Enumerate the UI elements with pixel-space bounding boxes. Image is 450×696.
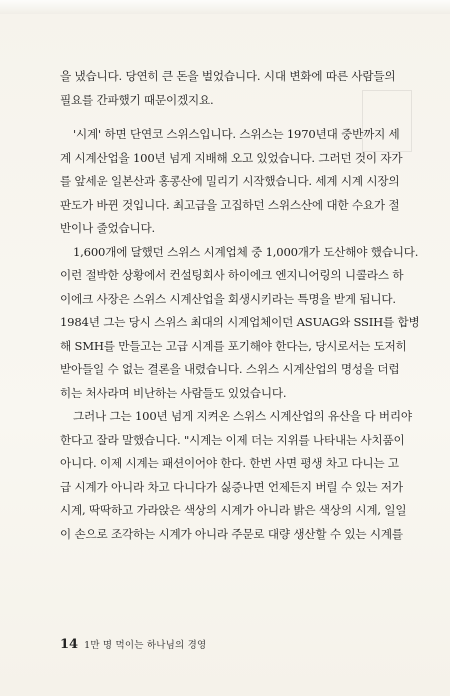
paragraph-1 [60,65,394,112]
text-line: 그러나 그는 100년 넘게 지켜온 스위스 시계산업의 유산을 다 버리야 [73,409,412,423]
text-line: 1,600개에 달했던 스위스 시계업체 중 1,000개가 도산해야 했습니다. [73,244,419,259]
text-line: 이 손으로 조각하는 시계가 아니라 주문로 대량 생산할 수 있는 시계를 [60,526,403,541]
paragraph-3 [60,241,420,406]
text-line: 해 SMH를 만들고는 고급 시계를 포기해야 한다는, 당시로서는 도저히 [60,338,407,353]
text-line: 계 시계산업을 100년 넘게 지배해 오고 있었습니다. 그러던 것이 자가 [60,150,403,165]
paragraph-2 [60,123,403,241]
text-line: 를 앞세운 일본산과 홍콩산에 밀리기 시작했습니다. 세계 시계 시장의 [60,174,400,188]
page-footer [60,637,206,652]
text-line: '시계' 하면 단연코 스위스입니다. 스위스는 1970년대 중반까지 세 [73,127,400,141]
page-top-edge [0,0,450,14]
text-line: 시계, 딱딱하고 가라앉은 색상의 시계가 아니라 밝은 색상의 시계, 일일 [60,503,407,517]
text-line: 급 시계가 아니라 차고 다니다가 싫증나면 언제든지 버릴 수 있는 저가 [60,479,403,494]
body-text [60,65,420,546]
paragraph-4 [60,405,412,546]
text-line: 1984년 그는 당시 스위스 최대의 시계업체이던 ASUAG와 SSIH를 합병 [60,315,420,329]
text-line: 히는 처사라며 비난하는 사람들도 있었습니다. [60,385,287,400]
page-number: 14 [60,637,79,652]
text-line: 한다고 잘라 말했습니다. "시계는 이제 더는 지위를 나타내는 사치품이 [60,432,405,447]
text-line: 이런 절박한 상황에서 컨설팅회사 하이에크 엔지니어링의 니콜라스 하 [60,268,404,282]
text-line: 받아들일 수 없는 결론을 내렸습니다. 스위스 시계산업의 명성을 더럽 [60,362,400,376]
text-line: 반이나 줄었습니다. [60,221,155,235]
text-line: 이에크 사장은 스위스 시계산업을 회생시키라는 특명을 받게 됩니다. [60,291,396,306]
running-title: 1만 명 먹이는 하나님의 경영 [84,640,207,651]
text-line: 필요를 간파했기 때문이겠지요. [60,92,214,107]
text-line: 판도가 바뀐 것입니다. 최고급을 고집하던 스위스산에 대한 수요가 절 [60,197,400,212]
text-line: 을 냈습니다. 당연히 큰 돈을 벌었습니다. 시대 변화에 따른 사람들의 [60,69,396,83]
text-line: 아니다. 이제 시계는 패션이어야 한다. 한번 사면 평생 차고 다니는 고 [60,456,399,470]
